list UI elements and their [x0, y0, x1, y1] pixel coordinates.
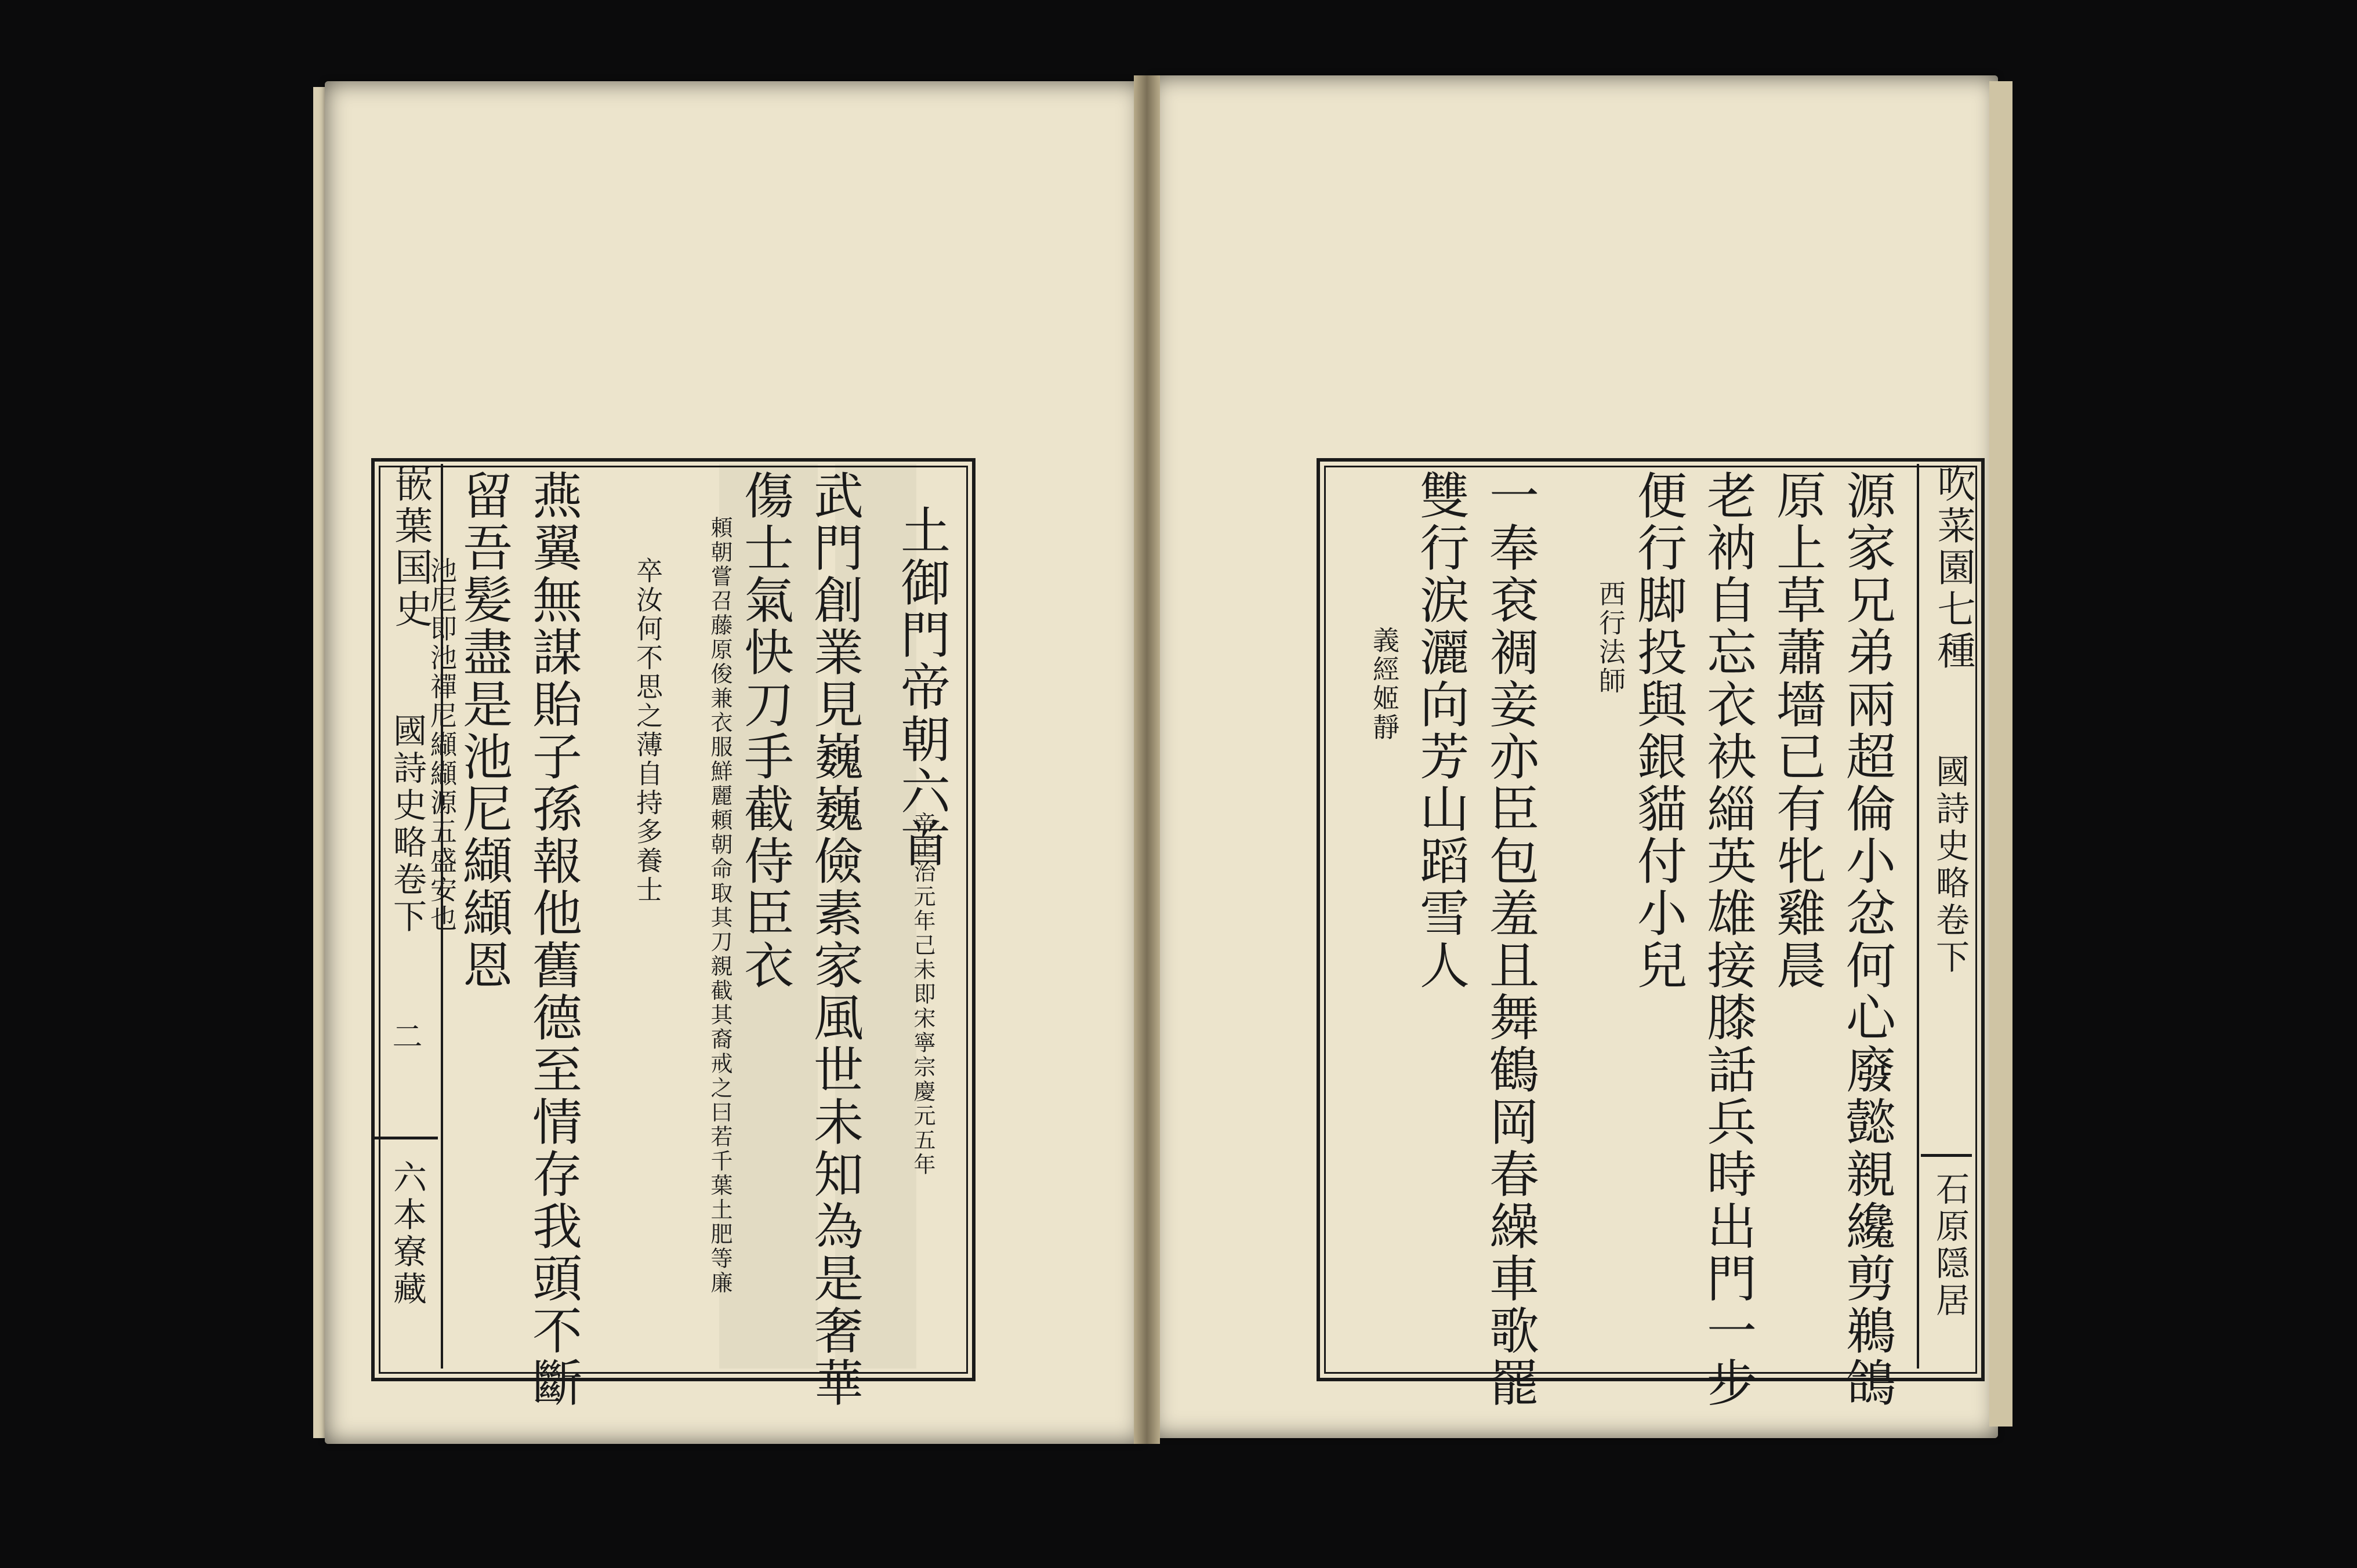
right-hashira-chapter: 國詩史略卷下 — [1930, 754, 1970, 977]
left-col-5-note: 卒汝何不思之薄自持多養士 — [632, 557, 663, 905]
right-col-2: 原上草蕭墻已有牝雞晨 — [1768, 470, 1826, 992]
right-col-4: 便行脚投與銀貓付小兒 — [1629, 470, 1687, 992]
left-hashira-folio: 二 — [387, 1021, 422, 1054]
right-page-edge — [1989, 81, 2012, 1427]
right-col-6: 一奉袞裯妾亦臣包羞且舞鶴岡春繰車歌罷 — [1481, 470, 1539, 1409]
left-hashira-title: 嵌葉国史 — [388, 464, 433, 631]
right-hashira-publisher: 石原隠居 — [1930, 1171, 1970, 1320]
left-col-1-note: 帝正治元年己未即宋寧宗慶元五年 — [910, 812, 935, 1177]
left-hashira-divider — [374, 1137, 438, 1139]
left-col-1: 土御門帝朝六首 — [892, 504, 950, 870]
left-col-3: 傷士氣快刀手截侍臣衣 — [735, 470, 793, 992]
left-col-4-note: 頼朝嘗召藤原俊兼衣服鮮麗頼朝命取其刀親截其裔戒之曰若千葉土肥等廉 — [707, 516, 733, 1295]
right-hashira-divider — [1921, 1154, 1972, 1157]
left-col-2: 武門創業見巍巍儉素家風世未知為是奢華 — [805, 470, 863, 1409]
left-col-8-note: 池尼即池禪尼纈纈源五盛安也 — [426, 557, 458, 934]
left-col-6: 燕翼無謀貽子孫報他舊德至情存我頭不斷 — [524, 470, 582, 1409]
right-col-1: 源家兄弟兩超倫小忿何心廢懿親纔剪鵜鴿 — [1837, 470, 1895, 1409]
left-hashira-chapter: 國詩史略卷下 — [387, 713, 427, 936]
right-col-7: 雙行涙灑向芳山蹈雪人 — [1411, 470, 1469, 992]
right-hashira-title: 吹菜園七種 — [1931, 464, 1975, 673]
book-gutter — [1134, 75, 1160, 1444]
right-col-3: 老衲自忘衣袂緇英雄接膝話兵時出門一步 — [1698, 470, 1756, 1409]
right-col-5-note: 西行法師 — [1595, 580, 1626, 696]
right-hashira-rule — [1917, 464, 1919, 1369]
left-col-7: 留吾髪盡是池尼纈纈恩 — [454, 470, 512, 992]
left-hashira-publisher: 六本寮藏 — [387, 1160, 427, 1308]
right-col-8-note: 義經姬靜 — [1369, 626, 1400, 742]
